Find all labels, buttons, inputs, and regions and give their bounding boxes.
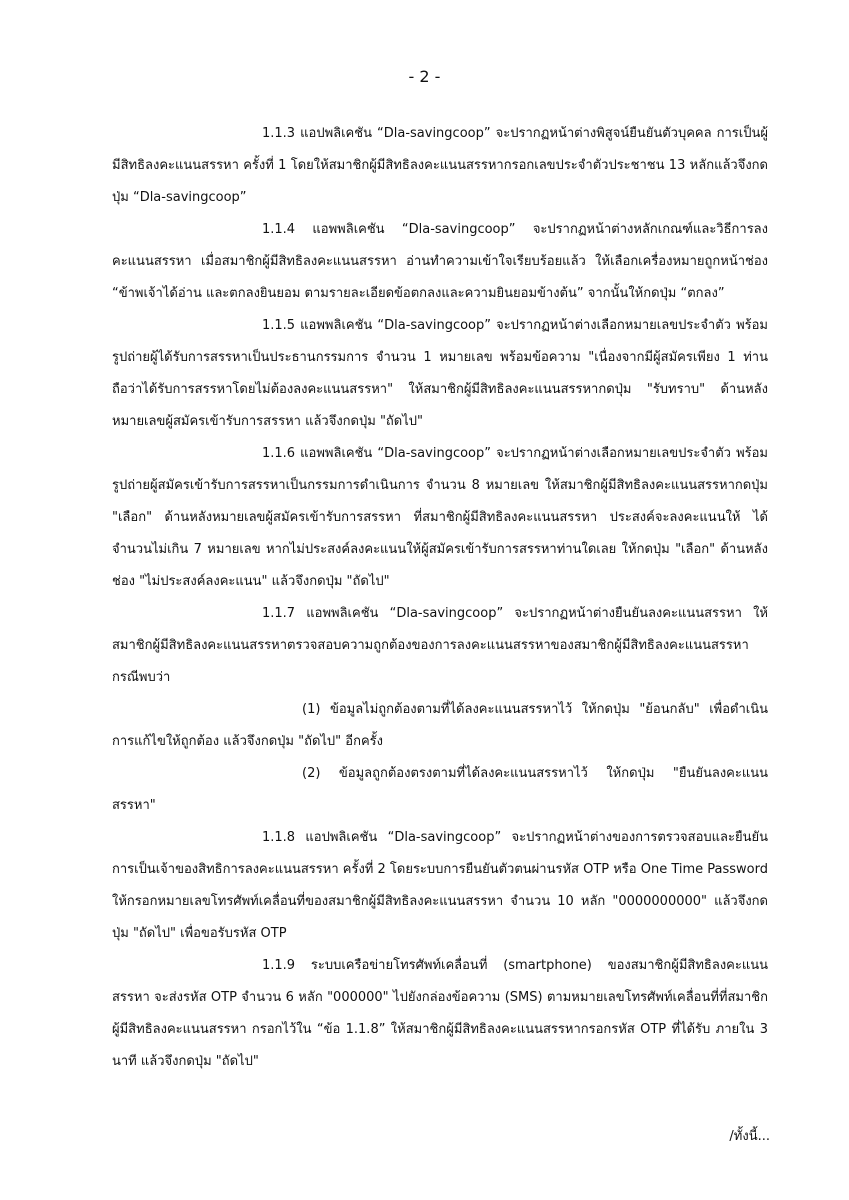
document-body [112, 118, 768, 1078]
paragraph-1-1-3: 1.1.3 แอปพลิเคชัน “Dla-savingcoop” จะปรากฏหน้าต่างพิสูจน์ยืนยันตัวบุคคล การเป็นผู้มีสิทธิลงคะแนนสรรหา ครั้งที่ 1 โดยให้สมาชิกผู้มีสิทธิลงคะแนนสรรหากรอกเลขประจำตัวประชาชน 13 หลักแล้วจึงกดปุ่ม “Dla-savingcoop” [112, 126, 768, 205]
paragraph-1-1-8: 1.1.8 แอปพลิเคชัน “Dla-savingcoop” จะปรากฏหน้าต่างของการตรวจสอบและยืนยันการเป็นเจ้าของสิทธิการลงคะแนนสรรหา ครั้งที่ 2 โดยระบบการยืนยันตัวตนผ่านรหัส OTP หรือ One Time Password ให้กรอกหมายเลขโทรศัพท์เคลื่อนที่ของสมาชิกผู้มีสิทธิลงคะแนนสรรหา จำนวน 10 หลัก "0000000000" แล้วจึงกดปุ่ม "ถัดไป" เพื่อขอรับรหัส OTP [112, 830, 768, 941]
paragraph-1-1-9: 1.1.9 ระบบเครือข่ายโทรศัพท์เคลื่อนที่ (smartphone) ของสมาชิกผู้มีสิทธิลงคะแนนสรรหา จะส่งรหัส OTP จำนวน 6 หลัก "000000" ไปยังกล่องข้อความ (SMS) ตามหมายเลขโทรศัพท์เคลื่อนที่ที่สมาชิกผู้มีสิทธิลงคะแนนสรรหา กรอกไว้ใน “ข้อ 1.1.8” ให้สมาชิกผู้มีสิทธิลงคะแนนสรรหากรอกรหัส OTP ที่ได้รับ ภายใน 3 นาที แล้วจึงกดปุ่ม "ถัดไป" [112, 958, 768, 1069]
continued-marker: /ทั้งนี้... [729, 1129, 770, 1144]
paragraph-1-1-4: 1.1.4 แอพพลิเคชัน “Dla-savingcoop” จะปรากฏหน้าต่างหลักเกณฑ์และวิธีการลงคะแนนสรรหา เมื่อสมาชิกผู้มีสิทธิลงคะแนนสรรหา อ่านทำความเข้าใจเรียบร้อยแล้ว ให้เลือกเครื่องหมายถูกหน้าช่อง “ข้าพเจ้าได้อ่าน และตกลงยินยอม ตามรายละเอียดข้อตกลงและความยินยอมข้างต้น” จากนั้นให้กดปุ่ม “ตกลง” [112, 222, 768, 301]
paragraph-1-1-7-item-2: (2) ข้อมูลถูกต้องตรงตามที่ได้ลงคะแนนสรรหาไว้ ให้กดปุ่ม "ยืนยันลงคะแนนสรรหา" [112, 766, 768, 813]
paragraph-1-1-6: 1.1.6 แอพพลิเคชัน “Dla-savingcoop” จะปรากฏหน้าต่างเลือกหมายเลขประจำตัว พร้อมรูปถ่ายผู้สมัครเข้ารับการสรรหาเป็นกรรมการดำเนินการ จำนวน 8 หมายเลข ให้สมาชิกผู้มีสิทธิลงคะแนนสรรหากดปุ่ม "เลือก" ด้านหลังหมายเลขผู้สมัครเข้ารับการสรรหา ที่สมาชิกผู้มีสิทธิลงคะแนนสรรหา ประสงค์จะลงคะแนนให้ ได้จำนวนไม่เกิน 7 หมายเลข หากไม่ประสงค์ลงคะแนนให้ผู้สมัครเข้ารับการสรรหาท่านใดเลย ให้กดปุ่ม "เลือก" ด้านหลังช่อง "ไม่ประสงค์ลงคะแนน" แล้วจึงกดปุ่ม "ถัดไป" [112, 446, 768, 589]
paragraph-1-1-7: 1.1.7 แอพพลิเคชัน “Dla-savingcoop” จะปรากฏหน้าต่างยืนยันลงคะแนนสรรหา ให้สมาชิกผู้มีสิทธิลงคะแนนสรรหาตรวจสอบความถูกต้องของการลงคะแนนสรรหาของสมาชิกผู้มีสิทธิลงคะแนนสรรหา กรณีพบว่า [112, 606, 768, 685]
paragraph-1-1-7-item-1: (1) ข้อมูลไม่ถูกต้องตามที่ได้ลงคะแนนสรรหาไว้ ให้กดปุ่ม "ย้อนกลับ" เพื่อดำเนินการแก้ไขให้ถูกต้อง แล้วจึงกดปุ่ม "ถัดไป" อีกครั้ง [112, 702, 768, 749]
page-number: - 2 - [408, 67, 441, 86]
paragraph-1-1-5: 1.1.5 แอพพลิเคชัน “Dla-savingcoop” จะปรากฏหน้าต่างเลือกหมายเลขประจำตัว พร้อมรูปถ่ายผู้ได้รับการสรรหาเป็นประธานกรรมการ จำนวน 1 หมายเลข พร้อมข้อความ "เนื่องจากมีผู้สมัครเพียง 1 ท่าน ถือว่าได้รับการสรรหาโดยไม่ต้องลงคะแนนสรรหา" ให้สมาชิกผู้มีสิทธิลงคะแนนสรรหากดปุ่ม "รับทราบ" ด้านหลังหมายเลขผู้สมัครเข้ารับการสรรหา แล้วจึงกดปุ่ม "ถัดไป" [112, 318, 768, 429]
